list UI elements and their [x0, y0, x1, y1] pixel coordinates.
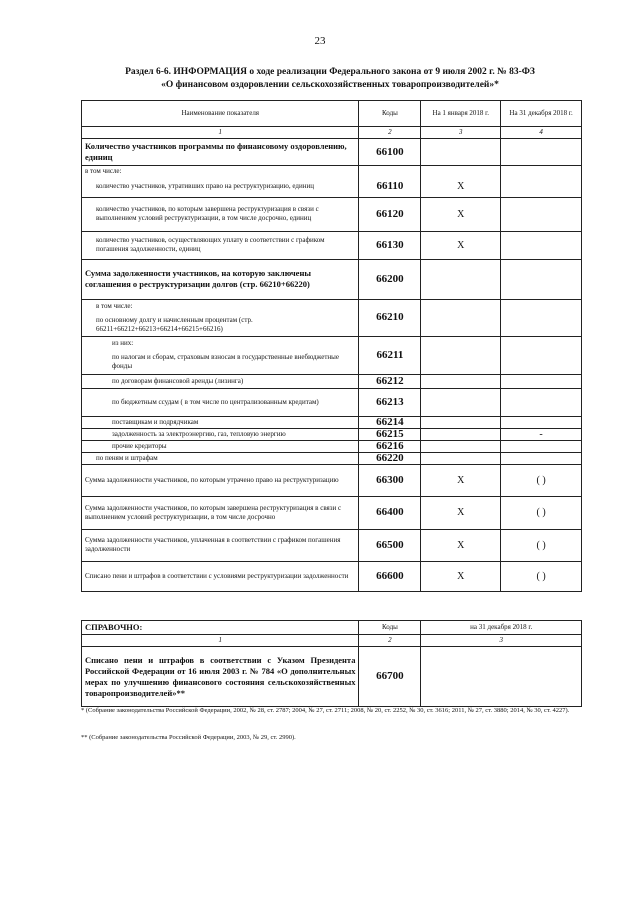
row-jan: X [421, 496, 501, 529]
col-num-4: 4 [501, 127, 582, 139]
row-jan: X [421, 464, 501, 496]
table-header-row [82, 101, 582, 127]
row-jan [421, 299, 501, 336]
row-label: количество участников, по которым завершена реструктуризация в связи с выполнением условий реструктуризации, в том числе досрочно, единиц [82, 197, 359, 231]
table-row [82, 374, 582, 388]
row-code: 66100 [359, 139, 421, 166]
row-label: по бюджетным ссудам ( в том числе по централизованным кредитам) [82, 388, 359, 416]
row-dec: ( ) [501, 561, 582, 591]
row-jan: X [421, 231, 501, 259]
row-label: задолженность за электроэнергию, газ, тепловую энергию [82, 428, 359, 440]
table-row [82, 166, 582, 178]
table-row [82, 561, 582, 591]
row-code: 66212 [359, 374, 421, 388]
row-label: поставщикам и подрядчикам [82, 416, 359, 428]
row-dec [501, 166, 582, 178]
reference-header-codes: Коды [359, 621, 421, 635]
section-title [96, 66, 564, 92]
reference-heading: СПРАВОЧНО: [82, 621, 359, 635]
row-label: Сумма задолженности участников, по которым завершена реструктуризация в связи с выполнением условий реструктуризации, в том числе досрочно [82, 496, 359, 529]
row-jan [421, 336, 501, 374]
table-row [82, 496, 582, 529]
table-row [82, 197, 582, 231]
row-label: по договорам финансовой аренды (лизинга) [82, 374, 359, 388]
row-dec: ( ) [501, 529, 582, 561]
row-jan: X [421, 561, 501, 591]
row-jan [421, 440, 501, 452]
row-dec [501, 416, 582, 428]
row-dec: ( ) [501, 496, 582, 529]
col-num-3: 3 [421, 127, 501, 139]
row-jan [421, 388, 501, 416]
row-dec [501, 139, 582, 166]
row-dec: ( ) [501, 464, 582, 496]
ref-col-num-2: 2 [359, 635, 421, 647]
row-code: 66200 [359, 259, 421, 299]
row-dec [501, 374, 582, 388]
row-code: 66213 [359, 388, 421, 416]
header-dec: На 31 декабря 2018 г. [501, 101, 582, 127]
table-row [82, 231, 582, 259]
row-code: 66300 [359, 464, 421, 496]
row-label [82, 299, 359, 336]
table-row [82, 299, 582, 336]
ref-col-num-1: 1 [82, 635, 359, 647]
reference-row-label: Списано пени и штрафов в соответствии с Указом Президента Российской Федерации от 16 июля 2003 г. № 784 «О дополнительных мерах по улучшению финансового состояния сельскохозяйственных товаропроизводителей»** [82, 647, 359, 707]
ref-col-num-3: 3 [421, 635, 582, 647]
table-row [82, 428, 582, 440]
row-dec [501, 440, 582, 452]
table-row [82, 452, 582, 464]
row-jan: X [421, 197, 501, 231]
row-label: по пеням и штрафам [82, 452, 359, 464]
reference-row-value [421, 647, 582, 707]
table-row [82, 177, 582, 197]
row-label: прочие кредиторы [82, 440, 359, 452]
row-sublabel: в том числе: [96, 301, 133, 310]
row-code: 66110 [359, 177, 421, 197]
table-row [82, 440, 582, 452]
row-code: 66210 [359, 299, 421, 336]
row-code: 66220 [359, 452, 421, 464]
row-dec [501, 231, 582, 259]
row-label: Сумма задолженности участников, на которую заключены соглашения о реструктуризации долгов (стр. 66210+66220) [82, 259, 359, 299]
row-dec [501, 197, 582, 231]
row-dec: - [501, 428, 582, 440]
row-dec [501, 177, 582, 197]
row-dec [501, 259, 582, 299]
reference-header-date: на 31 декабря 2018 г. [421, 621, 582, 635]
table-row [82, 416, 582, 428]
row-sublabel: из них: [112, 339, 134, 347]
row-label: в том числе: [82, 166, 359, 178]
row-jan: X [421, 177, 501, 197]
table-row [82, 336, 582, 374]
reference-row [82, 647, 582, 707]
row-jan [421, 259, 501, 299]
table-row [82, 259, 582, 299]
reference-column-number-row [82, 635, 582, 647]
reference-header-row [82, 621, 582, 635]
row-jan [421, 416, 501, 428]
footnote-2: ** (Собрание законодательства Российской Федерации, 2003, № 29, ст. 2990). [81, 734, 296, 741]
title-line-2: «О финансовом оздоровлении сельскохозяйственных товаропроизводителей»* [161, 80, 499, 90]
row-label: Сумма задолженности участников, уплаченная в соответствии с графиком погашения задолженности [82, 529, 359, 561]
row-label: Списано пени и штрафов в соответствии с условиями реструктуризации задолженности [82, 561, 359, 591]
table-row [82, 529, 582, 561]
header-codes: Коды [359, 101, 421, 127]
main-table [81, 100, 582, 592]
row-jan [421, 452, 501, 464]
row-code: 66216 [359, 440, 421, 452]
title-line-1: Раздел 6-6. ИНФОРМАЦИЯ о ходе реализации Федерального закона от 9 июля 2002 г. № 83-ФЗ [125, 67, 535, 77]
row-label-text: по налогам и сборам, страховым взносам в государственные внебюджетные фонды [112, 353, 339, 370]
row-jan [421, 428, 501, 440]
table-row [82, 464, 582, 496]
page-number: 23 [314, 35, 326, 47]
row-code: 66600 [359, 561, 421, 591]
row-dec [501, 452, 582, 464]
row-jan [421, 374, 501, 388]
column-number-row [82, 127, 582, 139]
row-label: Количество участников программы по финансовому оздоровлению, единиц [82, 139, 359, 166]
row-label [82, 336, 359, 374]
row-jan [421, 139, 501, 166]
row-dec [501, 336, 582, 374]
row-jan [421, 166, 501, 178]
row-code [359, 166, 421, 178]
row-code: 66120 [359, 197, 421, 231]
table-row [82, 388, 582, 416]
reference-row-code: 66700 [359, 647, 421, 707]
row-label: Сумма задолженности участников, по которым утрачено право на реструктуризацию [82, 464, 359, 496]
col-num-1: 1 [82, 127, 359, 139]
row-code: 66500 [359, 529, 421, 561]
header-jan: На 1 января 2018 г. [421, 101, 501, 127]
header-name: Наименование показателя [82, 101, 359, 127]
col-num-2: 2 [359, 127, 421, 139]
reference-table [81, 620, 582, 707]
row-code: 66400 [359, 496, 421, 529]
row-dec [501, 299, 582, 336]
row-label-text: по основному долгу и начисленным процентам (стр. 66211+66212+66213+66214+66215+66216) [96, 315, 253, 333]
row-label: количество участников, осуществляющих уплату в соответствии с графиком погашения задолженности, единиц [82, 231, 359, 259]
row-jan: X [421, 529, 501, 561]
row-code: 66215 [359, 428, 421, 440]
footnote-1: * (Собрание законодательства Российской Федерации, 2002, № 28, ст. 2787; 2004, № 27, ст. 2711; 2008, № 20, ст. 2252, № 30, ст. 3616; 2011, № 27, ст. 3880; 2014, № 30, ст. 4227). [81, 707, 570, 714]
table-row [82, 139, 582, 166]
row-dec [501, 388, 582, 416]
row-code: 66214 [359, 416, 421, 428]
row-code: 66211 [359, 336, 421, 374]
row-label: количество участников, утративших право на реструктуризацию, единиц [82, 177, 359, 197]
row-code: 66130 [359, 231, 421, 259]
